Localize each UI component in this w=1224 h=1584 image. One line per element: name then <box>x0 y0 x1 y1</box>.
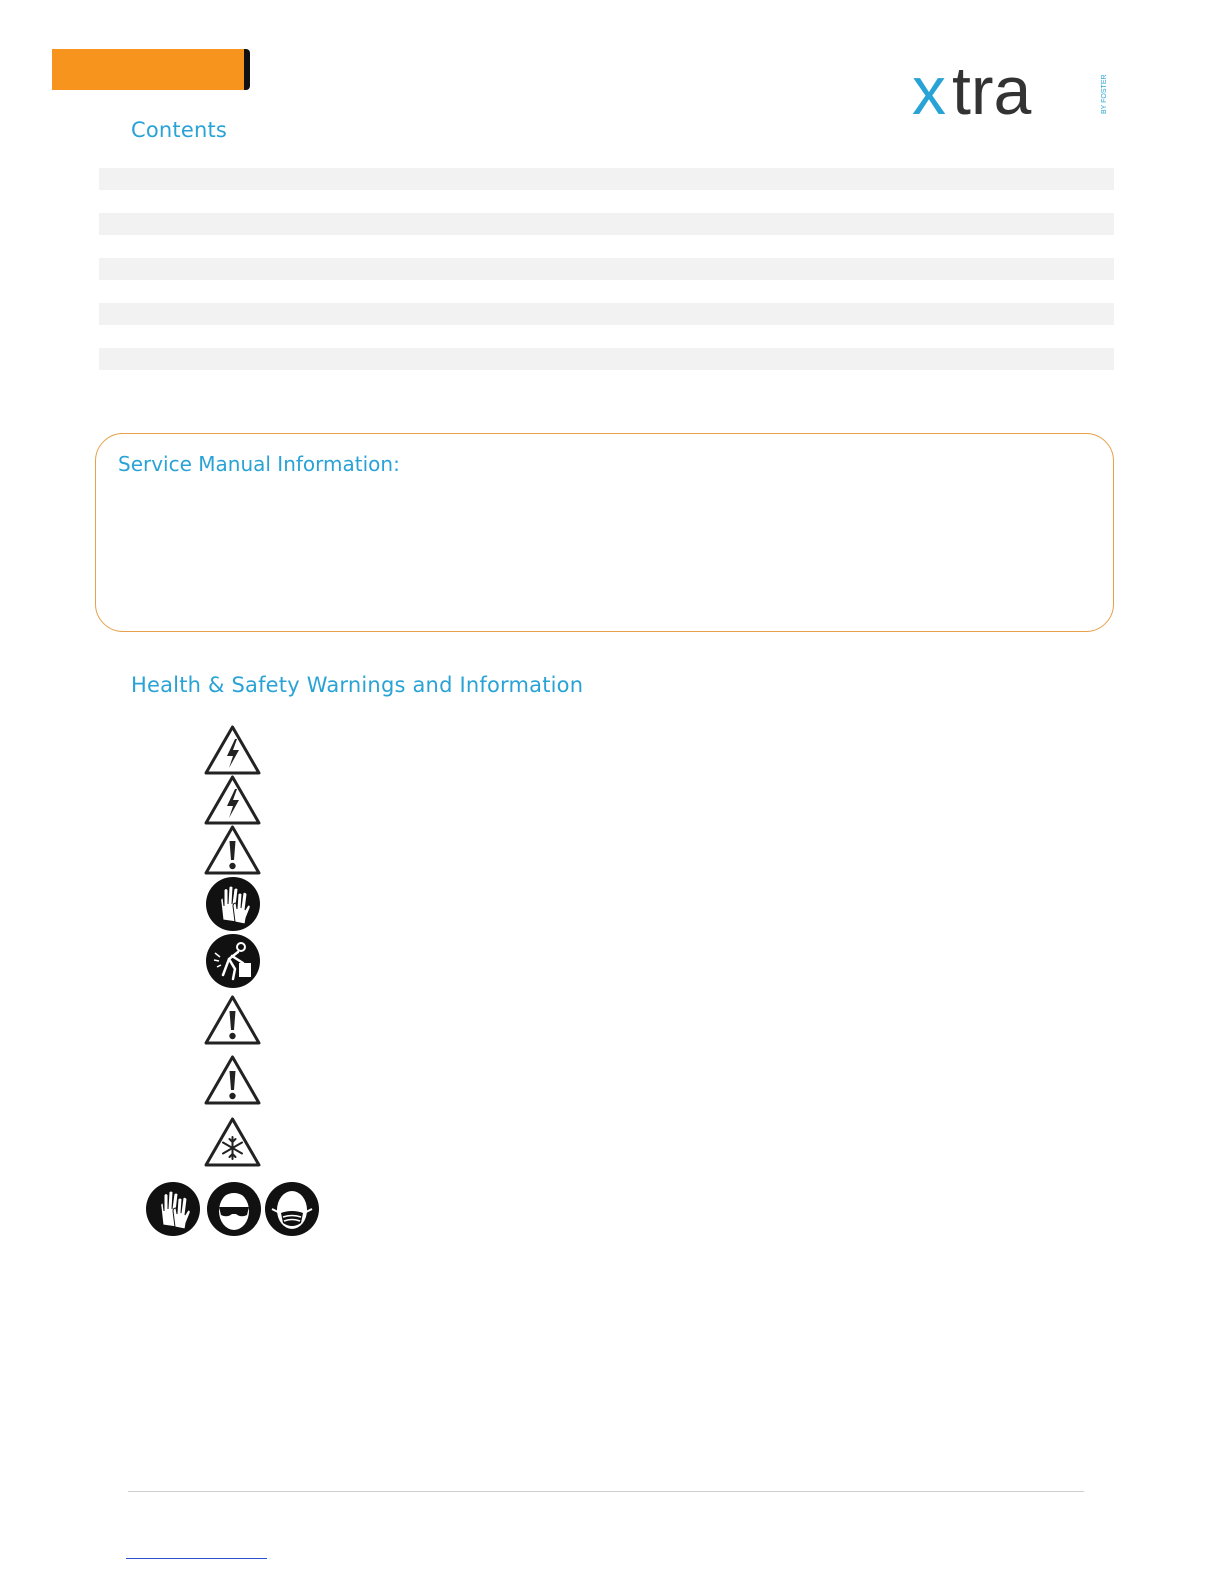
toc-row <box>99 213 1114 235</box>
logo-letter-x: x <box>912 62 946 122</box>
wear-gloves-icon <box>145 1181 201 1237</box>
toc-row <box>99 168 1114 190</box>
xtra-logo <box>912 62 1112 122</box>
heavy-lifting-icon <box>205 933 261 989</box>
electrical-hazard-icon <box>204 775 261 825</box>
toc-row <box>99 303 1114 325</box>
wear-eye-protection-icon <box>206 1181 262 1237</box>
logo-letters: tra <box>952 62 1032 122</box>
low-temperature-icon <box>204 1117 261 1167</box>
wear-mask-icon <box>264 1181 320 1237</box>
general-warning-icon <box>204 825 261 875</box>
health-safety-heading: Health & Safety Warnings and Information <box>131 673 584 697</box>
service-manual-title: Service Manual Information: <box>118 452 400 476</box>
logo-sub-text: BY FOSTER <box>1101 74 1108 114</box>
footer-divider <box>128 1491 1084 1492</box>
service-manual-info-box <box>95 433 1114 632</box>
wear-gloves-icon <box>205 876 261 932</box>
electrical-hazard-icon <box>204 725 261 775</box>
general-warning-icon <box>204 1055 261 1105</box>
toc-row <box>99 258 1114 280</box>
orange-header-tab <box>52 49 250 90</box>
general-warning-icon <box>204 995 261 1045</box>
toc-row <box>99 348 1114 370</box>
contents-heading: Contents <box>131 118 228 142</box>
footer-link-underline <box>126 1558 267 1559</box>
